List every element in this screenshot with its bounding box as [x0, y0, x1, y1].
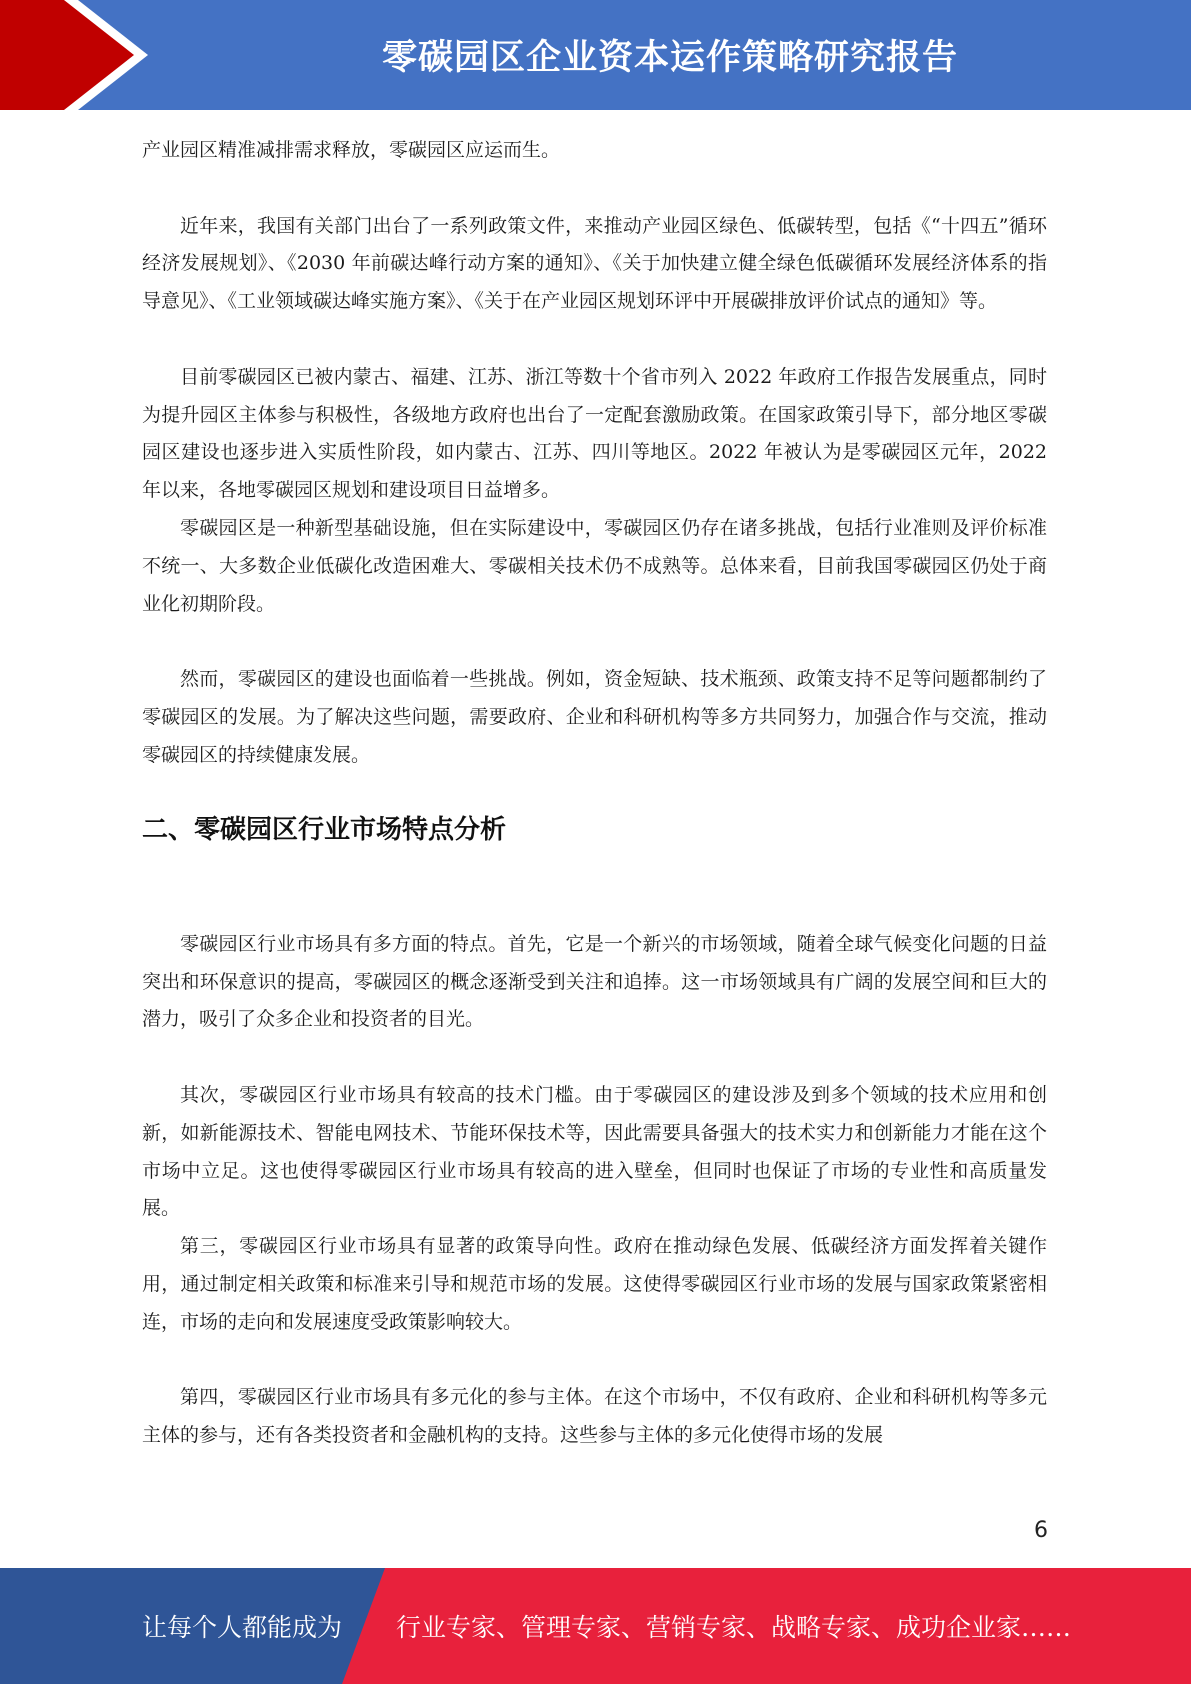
page-footer [0, 1568, 1191, 1684]
page-header [0, 0, 1191, 110]
footer-slogan-left: 让每个人都能成为 [142, 1613, 343, 1642]
document-body [142, 132, 1047, 1455]
paragraph: 零碳园区行业市场具有多方面的特点。首先，它是一个新兴的市场领域，随着全球气候变化问题的日益突出和环保意识的提高，零碳园区的概念逐渐受到关注和追捧。这一市场领域具有广阔的发展空间和巨大的潜力，吸引了众多企业和投资者的目光。 [142, 932, 1047, 1031]
report-title: 零碳园区企业资本运作策略研究报告 [381, 38, 958, 78]
paragraph: 产业园区精准减排需求释放，零碳园区应运而生。 [142, 139, 561, 161]
paragraph: 零碳园区是一种新型基础设施，但在实际建设中，零碳园区仍存在诸多挑战，包括行业准则及评价标准不统一、大多数企业低碳化改造困难大、零碳相关技术仍不成熟等。总体来看，目前我国零碳园区仍处于商业化初期阶段。 [142, 516, 1047, 615]
paragraph: 其次，零碳园区行业市场具有较高的技术门槛。由于零碳园区的建设涉及到多个领域的技术应用和创新，如新能源技术、智能电网技术、节能环保技术等，因此需要具备强大的技术实力和创新能力才能在这个市场中立足。这也使得零碳园区行业市场具有较高的进入壁垒，但同时也保证了市场的专业性和高质量发展。 [142, 1083, 1047, 1220]
paragraph: 第三，零碳园区行业市场具有显著的政策导向性。政府在推动绿色发展、低碳经济方面发挥着关键作用，通过制定相关政策和标准来引导和规范市场的发展。这使得零碳园区行业市场的发展与国家政策紧密相连，市场的走向和发展速度受政策影响较大。 [142, 1235, 1047, 1333]
footer-slogan-right: 行业专家、管理专家、营销专家、战略专家、成功企业家…… [396, 1613, 1072, 1642]
page-number: 6 [1034, 1518, 1048, 1543]
paragraph: 然而，零碳园区的建设也面临着一些挑战。例如，资金短缺、技术瓶颈、政策支持不足等问题都制约了零碳园区的发展。为了解决这些问题，需要政府、企业和科研机构等多方共同努力，加强合作与交流，推动零碳园区的持续健康发展。 [142, 668, 1047, 766]
paragraph: 第四，零碳园区行业市场具有多元化的参与主体。在这个市场中，不仅有政府、企业和科研机构等多元主体的参与，还有各类投资者和金融机构的支持。这些参与主体的多元化使得市场的发展 [142, 1386, 1047, 1447]
paragraph: 近年来，我国有关部门出台了一系列政策文件，来推动产业园区绿色、低碳转型，包括《“十四五”循环经济发展规划》、《2030 年前碳达峰行动方案的通知》、《关于加快建立健全绿色低碳循环发展经济体系的指导意见》、《工业领域碳达峰实施方案》、《关于在产业园区规划环评中开展碳排放评价试点的通知》等。 [142, 214, 1047, 313]
section-heading: 二、零碳园区行业市场特点分析 [142, 815, 507, 846]
paragraph: 目前零碳园区已被内蒙古、福建、江苏、浙江等数十个省市列入 2022 年政府工作报告发展重点，同时为提升园区主体参与积极性，各级地方政府也出台了一定配套激励政策。在国家政策引导下，部分地区零碳园区建设也逐步进入实质性阶段，如内蒙古、江苏、四川等地区。2022 年被认为是零碳园区元年，2022 年以来，各地零碳园区规划和建设项目日益增多。 [142, 365, 1047, 502]
